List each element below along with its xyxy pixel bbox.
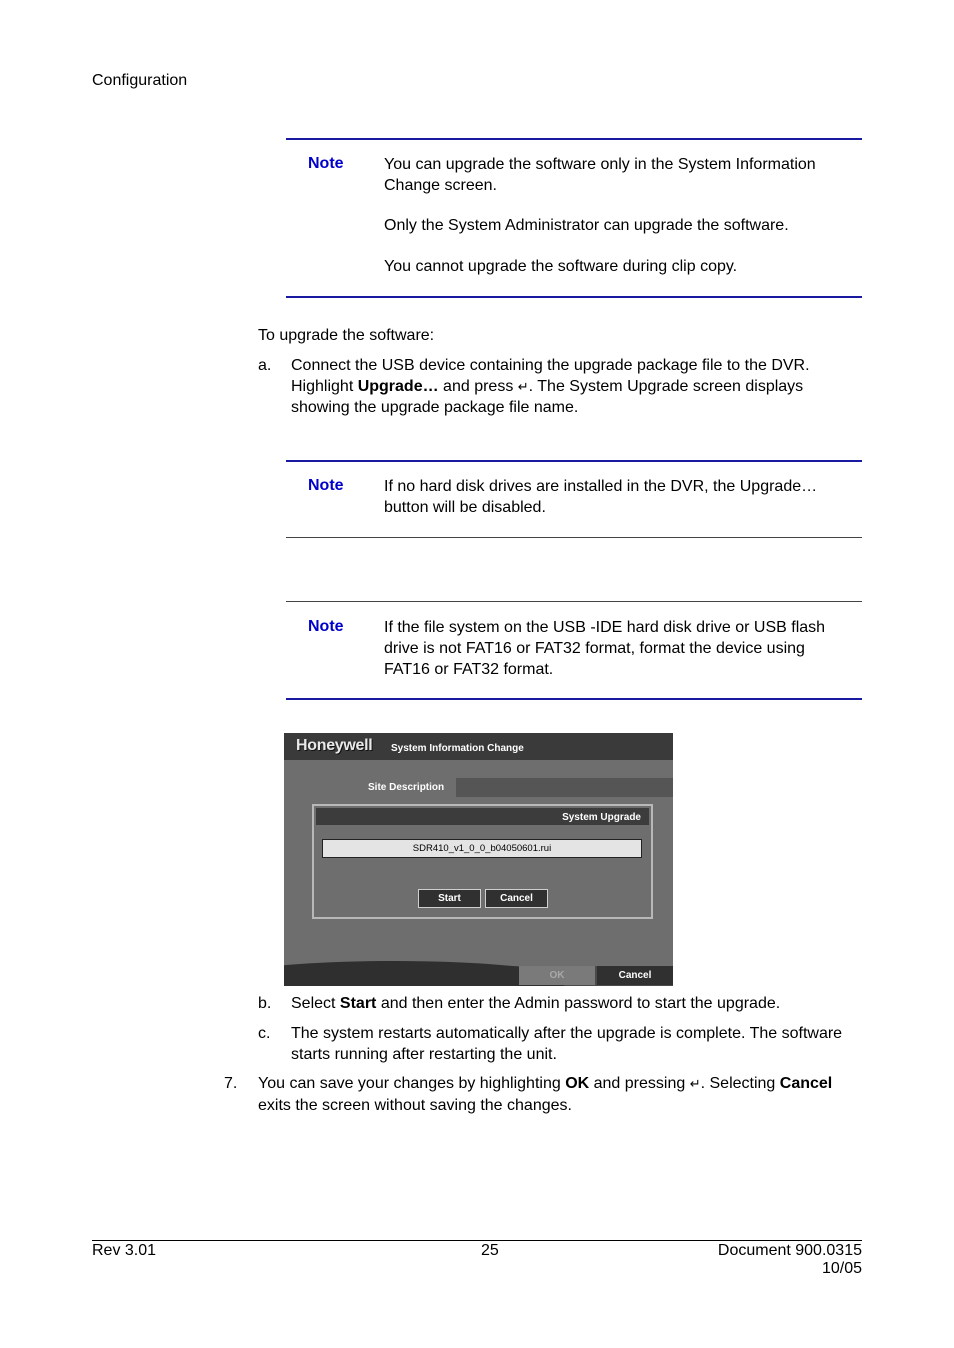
running-header: Configuration [92, 72, 188, 89]
ok-button[interactable]: OK [519, 966, 595, 985]
step-marker: b. [258, 995, 272, 1012]
honeywell-logo: Honeywell [296, 737, 373, 754]
system-upgrade-dialog [312, 804, 653, 919]
enter-key-icon: ↵ [689, 1077, 701, 1092]
step-7-text: You can save your changes by highlighting OK and pressing ↵. Selecting Cancel exits the screen without saving the changes. [258, 1075, 833, 1114]
site-description-label: Site Description [368, 782, 445, 793]
note-text: If the file system on the USB -IDE hard disk drive or USB flash drive is not FAT16 or FAT32 format, format the device using FAT16 or FAT32 format. [384, 619, 826, 678]
note-text: You cannot upgrade the software during clip copy. [384, 258, 738, 275]
note-bottom-rule [286, 537, 862, 538]
step-c-text: The system restarts automatically after the upgrade is complete. The software starts running after restarting the unit. [291, 1025, 843, 1063]
document-date: 10/05 [821, 1260, 862, 1277]
cancel-button[interactable]: Cancel [485, 889, 548, 908]
footer-document [718, 1242, 862, 1278]
note-bottom-rule [286, 698, 862, 700]
note-top-rule [286, 460, 862, 462]
note-text: If no hard disk drives are installed in the DVR, the Upgrade… button will be disabled. [384, 478, 818, 516]
step-a-text: Connect the USB device containing the upgrade package file to the DVR. Highlight Upgrade… and press ↵. The System Upgrade screen displays showing the upgrade package file name. [291, 357, 810, 416]
note-bottom-rule [286, 296, 862, 298]
note-top-rule [286, 138, 862, 140]
dialog-title: System Upgrade [562, 812, 641, 823]
screen-title-bar [284, 733, 673, 760]
screen-title: System Information Change [391, 743, 524, 754]
screen-cancel-button[interactable]: Cancel [597, 966, 673, 985]
system-upgrade-screenshot [284, 733, 673, 986]
step-marker: a. [258, 357, 272, 374]
procedure-intro: To upgrade the software: [258, 327, 435, 344]
footer-revision: Rev 3.01 [92, 1242, 157, 1259]
note-text: Only the System Administrator can upgrade the software. [384, 217, 789, 234]
page-number: 25 [481, 1242, 499, 1259]
note-top-rule [286, 601, 862, 602]
note-label: Note [308, 155, 344, 172]
footer-rule [92, 1240, 862, 1241]
document-number: Document 900.0315 [717, 1242, 862, 1259]
step-marker: c. [258, 1025, 271, 1042]
note-label: Note [308, 618, 344, 635]
upgrade-file-name[interactable]: SDR410_v1_0_0_b04050601.rui [322, 839, 642, 858]
note-text: You can upgrade the software only in the System Information Change screen. [384, 156, 816, 194]
step-marker: 7. [224, 1075, 238, 1092]
note-label: Note [308, 477, 344, 494]
step-b-text: Select Start and then enter the Admin password to start the upgrade. [291, 995, 781, 1012]
start-button[interactable]: Start [418, 889, 481, 908]
site-description-field[interactable] [456, 778, 673, 797]
enter-key-icon: ↵ [517, 379, 529, 395]
dialog-title-bar [316, 808, 649, 825]
